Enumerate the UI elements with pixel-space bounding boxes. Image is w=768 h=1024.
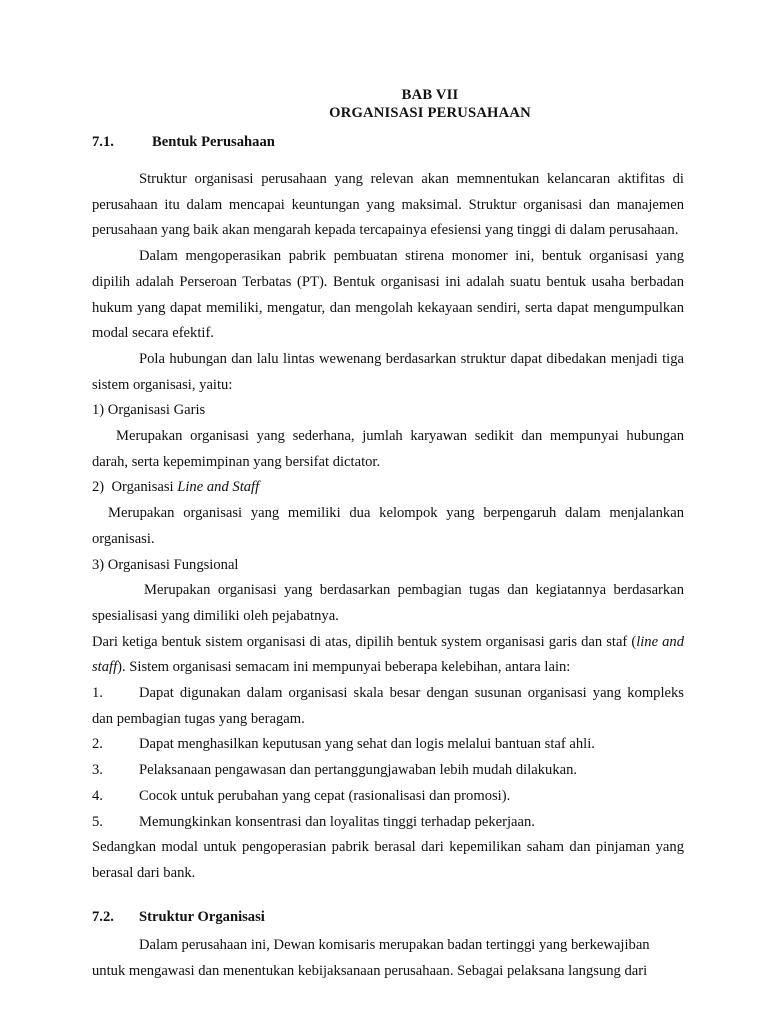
advantage-text: Dapat menghasilkan keputusan yang sehat dan logis melalui bantuan staf ahli.	[139, 736, 595, 753]
section-number: 7.1.	[92, 134, 114, 150]
org-type-line-staff-title	[92, 475, 684, 501]
chapter-heading	[0, 86, 768, 122]
section-heading-7-1	[92, 134, 275, 151]
structure-paragraph-line-2: untuk mengawasi dan menentukan kebijaksanaan perusahaan. Sebagai pelaksana langsung dari	[92, 962, 648, 979]
chosen-system-text-a: Dari ketiga bentuk sistem organisasi di atas, dipilih bentuk system organisasi garis dan staf (	[92, 633, 637, 650]
section-7-2-body	[92, 933, 684, 984]
advantage-text: Cocok untuk perubahan yang cepat (rasionalisasi dan promosi).	[139, 787, 511, 804]
advantage-text: Memungkinkan konsentrasi dan loyalitas tinggi terhadap pekerjaan.	[139, 813, 535, 830]
org-type-functional-desc: Merupakan organisasi yang berdasarkan pembagian tugas dan kegiatannya berdasarkan spesialisasi yang dimiliki oleh pejabatnya.	[92, 582, 684, 624]
paragraph-capital: Sedangkan modal untuk pengoperasian pabrik berasal dari kepemilikan saham dan pinjaman yang berasal dari bank.	[92, 839, 684, 881]
section-title: Struktur Organisasi	[139, 909, 265, 925]
chapter-number: BAB VII	[401, 87, 459, 103]
section-7-1-body	[92, 167, 684, 887]
org-type-line-title: 1) Organisasi Garis	[92, 402, 206, 419]
org-type-line-staff-prefix: 2) Organisasi	[92, 479, 178, 496]
org-type-line-staff-italic: Line and Staff	[177, 479, 260, 496]
advantage-number: 4.	[92, 787, 103, 804]
section-number: 7.2.	[92, 909, 114, 925]
advantage-number: 2.	[92, 736, 103, 753]
advantage-item	[92, 810, 684, 836]
section-heading-7-2	[92, 909, 265, 926]
org-type-line-desc: Merupakan organisasi yang sederhana, jumlah karyawan sedikit dan mempunyai hubungan darah, serta kepemimpinan yang bersifat dictator.	[92, 428, 684, 470]
advantage-number: 5.	[92, 813, 103, 830]
paragraph-chosen-system	[92, 630, 684, 681]
advantage-item	[92, 758, 684, 784]
org-type-functional-title: 3) Organisasi Fungsional	[92, 556, 239, 573]
chapter-title: ORGANISASI PERUSAHAAN	[329, 105, 531, 121]
advantage-item	[92, 681, 684, 732]
org-type-line-staff-desc: Merupakan organisasi yang memiliki dua kelompok yang berpengaruh dalam menjalankan organisasi.	[92, 505, 684, 547]
paragraph-relationship-pattern: Pola hubungan dan lalu lintas wewenang berdasarkan struktur dapat dibedakan menjadi tiga sistem organisasi, yaitu:	[92, 350, 684, 393]
paragraph-company-form: Dalam mengoperasikan pabrik pembuatan stirena monomer ini, bentuk organisasi yang dipilih adalah Perseroan Terbatas (PT). Bentuk organisasi ini adalah suatu bentuk usaha berbadan hukum yang dapat memiliki, mengatur, dan mengolah kekayaan sendiri, serta dapat mengumpulkan modal secara efektif.	[92, 248, 684, 342]
advantage-number: 3.	[92, 762, 103, 779]
structure-paragraph-line-1: Dalam perusahaan ini, Dewan komisaris merupakan badan tertinggi yang berkewajiban	[139, 937, 650, 953]
advantage-item	[92, 784, 684, 810]
chosen-system-text-b: ). Sistem organisasi semacam ini mempunyai beberapa kelebihan, antara lain:	[117, 659, 571, 676]
advantage-text: Pelaksanaan pengawasan dan pertanggungjawaban lebih mudah dilakukan.	[139, 762, 578, 779]
chosen-system-italic: line and staff	[92, 633, 684, 676]
advantage-number: 1.	[92, 685, 103, 702]
advantage-item	[92, 732, 684, 758]
advantage-text: Dapat digunakan dalam organisasi skala besar dengan susunan organisasi yang kompleks dan pembagian tugas yang beragam.	[92, 685, 684, 727]
paragraph-intro: Struktur organisasi perusahaan yang relevan akan memnentukan kelancaran aktifitas di perusahaan itu dalam mencapai keuntungan yang maksimal. Struktur organisasi dan manajemen perusahaan yang baik akan mengarah kepada tercapainya efesiensi yang tinggi di dalam perusahaan.	[92, 171, 684, 239]
section-title: Bentuk Perusahaan	[152, 134, 275, 150]
